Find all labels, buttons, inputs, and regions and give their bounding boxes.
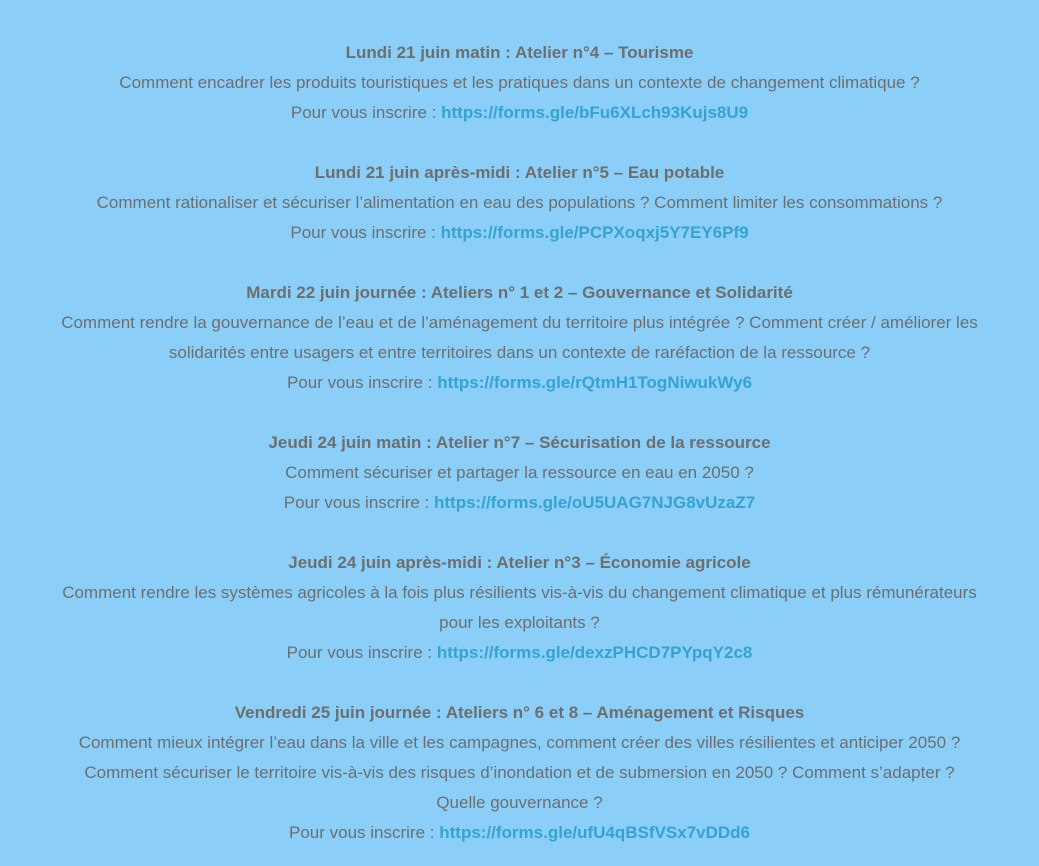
workshop-block [0,428,1039,518]
workshop-description: Comment rendre les systèmes agricoles à la fois plus résilients vis-à-vis du changement climatique et plus rémunérateurs [62,583,977,602]
workshop-description: solidarités entre usagers et entre territoires dans un contexte de raréfaction de la ressource ? [168,343,871,362]
registration-link[interactable]: https://forms.gle/PCPXoqxj5Y7EY6Pf9 [440,223,749,242]
workshop-title: Jeudi 24 juin matin : Atelier n°7 – Sécurisation de la ressource [268,433,771,452]
spacer [0,248,1039,278]
spacer [0,128,1039,158]
registration-label: Pour vous inscrire : [283,493,435,512]
spacer [0,668,1039,698]
registration-label: Pour vous inscrire : [290,103,442,122]
workshop-title: Jeudi 24 juin après-midi : Atelier n°3 – Économie agricole [288,553,751,572]
registration-label: Pour vous inscrire : [286,643,437,662]
workshop-description: Comment sécuriser le territoire vis-à-vis des risques d’inondation et de submersion en 2050 ? Comment s’adapter ? [84,763,955,782]
registration-line [0,818,1039,848]
workshop-description: Comment encadrer les produits touristiques et les pratiques dans un contexte de changement climatique ? [119,73,920,92]
registration-link[interactable]: https://forms.gle/oU5UAG7NJG8vUzaZ7 [434,493,756,512]
spacer [0,398,1039,428]
registration-link[interactable]: https://forms.gle/rQtmH1TogNiwukWy6 [437,373,753,392]
workshop-block [0,158,1039,248]
workshop-title: Lundi 21 juin après-midi : Atelier n°5 – Eau potable [314,163,725,182]
workshop-block [0,698,1039,848]
workshop-block [0,278,1039,398]
spacer [0,518,1039,548]
registration-link[interactable]: https://forms.gle/bFu6XLch93Kujs8U9 [441,103,749,122]
registration-line [0,98,1039,128]
workshop-block [0,548,1039,668]
registration-link[interactable]: https://forms.gle/ufU4qBSfVSx7vDDd6 [439,823,750,842]
registration-line [0,488,1039,518]
registration-label: Pour vous inscrire : [290,223,441,242]
registration-label: Pour vous inscrire : [286,373,438,392]
registration-line [0,368,1039,398]
workshop-description: Comment sécuriser et partager la ressource en eau en 2050 ? [285,463,754,482]
workshop-title: Lundi 21 juin matin : Atelier n°4 – Tourisme [345,43,694,62]
workshop-title: Vendredi 25 juin journée : Ateliers n° 6 et 8 – Aménagement et Risques [234,703,805,722]
workshop-description: Comment rationaliser et sécuriser l’alimentation en eau des populations ? Comment limiter les consommations ? [96,193,943,212]
workshop-block [0,38,1039,128]
workshop-description: pour les exploitants ? [439,613,600,632]
registration-link[interactable]: https://forms.gle/dexzPHCD7PYpqY2c8 [436,643,753,662]
registration-line [0,218,1039,248]
registration-label: Pour vous inscrire : [289,823,440,842]
workshop-description: Quelle gouvernance ? [436,793,603,812]
workshop-description: Comment mieux intégrer l’eau dans la ville et les campagnes, comment créer des villes résilientes et anticiper 2050 ? [78,733,961,752]
workshop-title: Mardi 22 juin journée : Ateliers n° 1 et 2 – Gouvernance et Solidarité [246,283,793,302]
workshop-description: Comment rendre la gouvernance de l’eau et de l’aménagement du territoire plus intégrée ? Comment créer / améliorer les [61,313,978,332]
registration-line [0,638,1039,668]
